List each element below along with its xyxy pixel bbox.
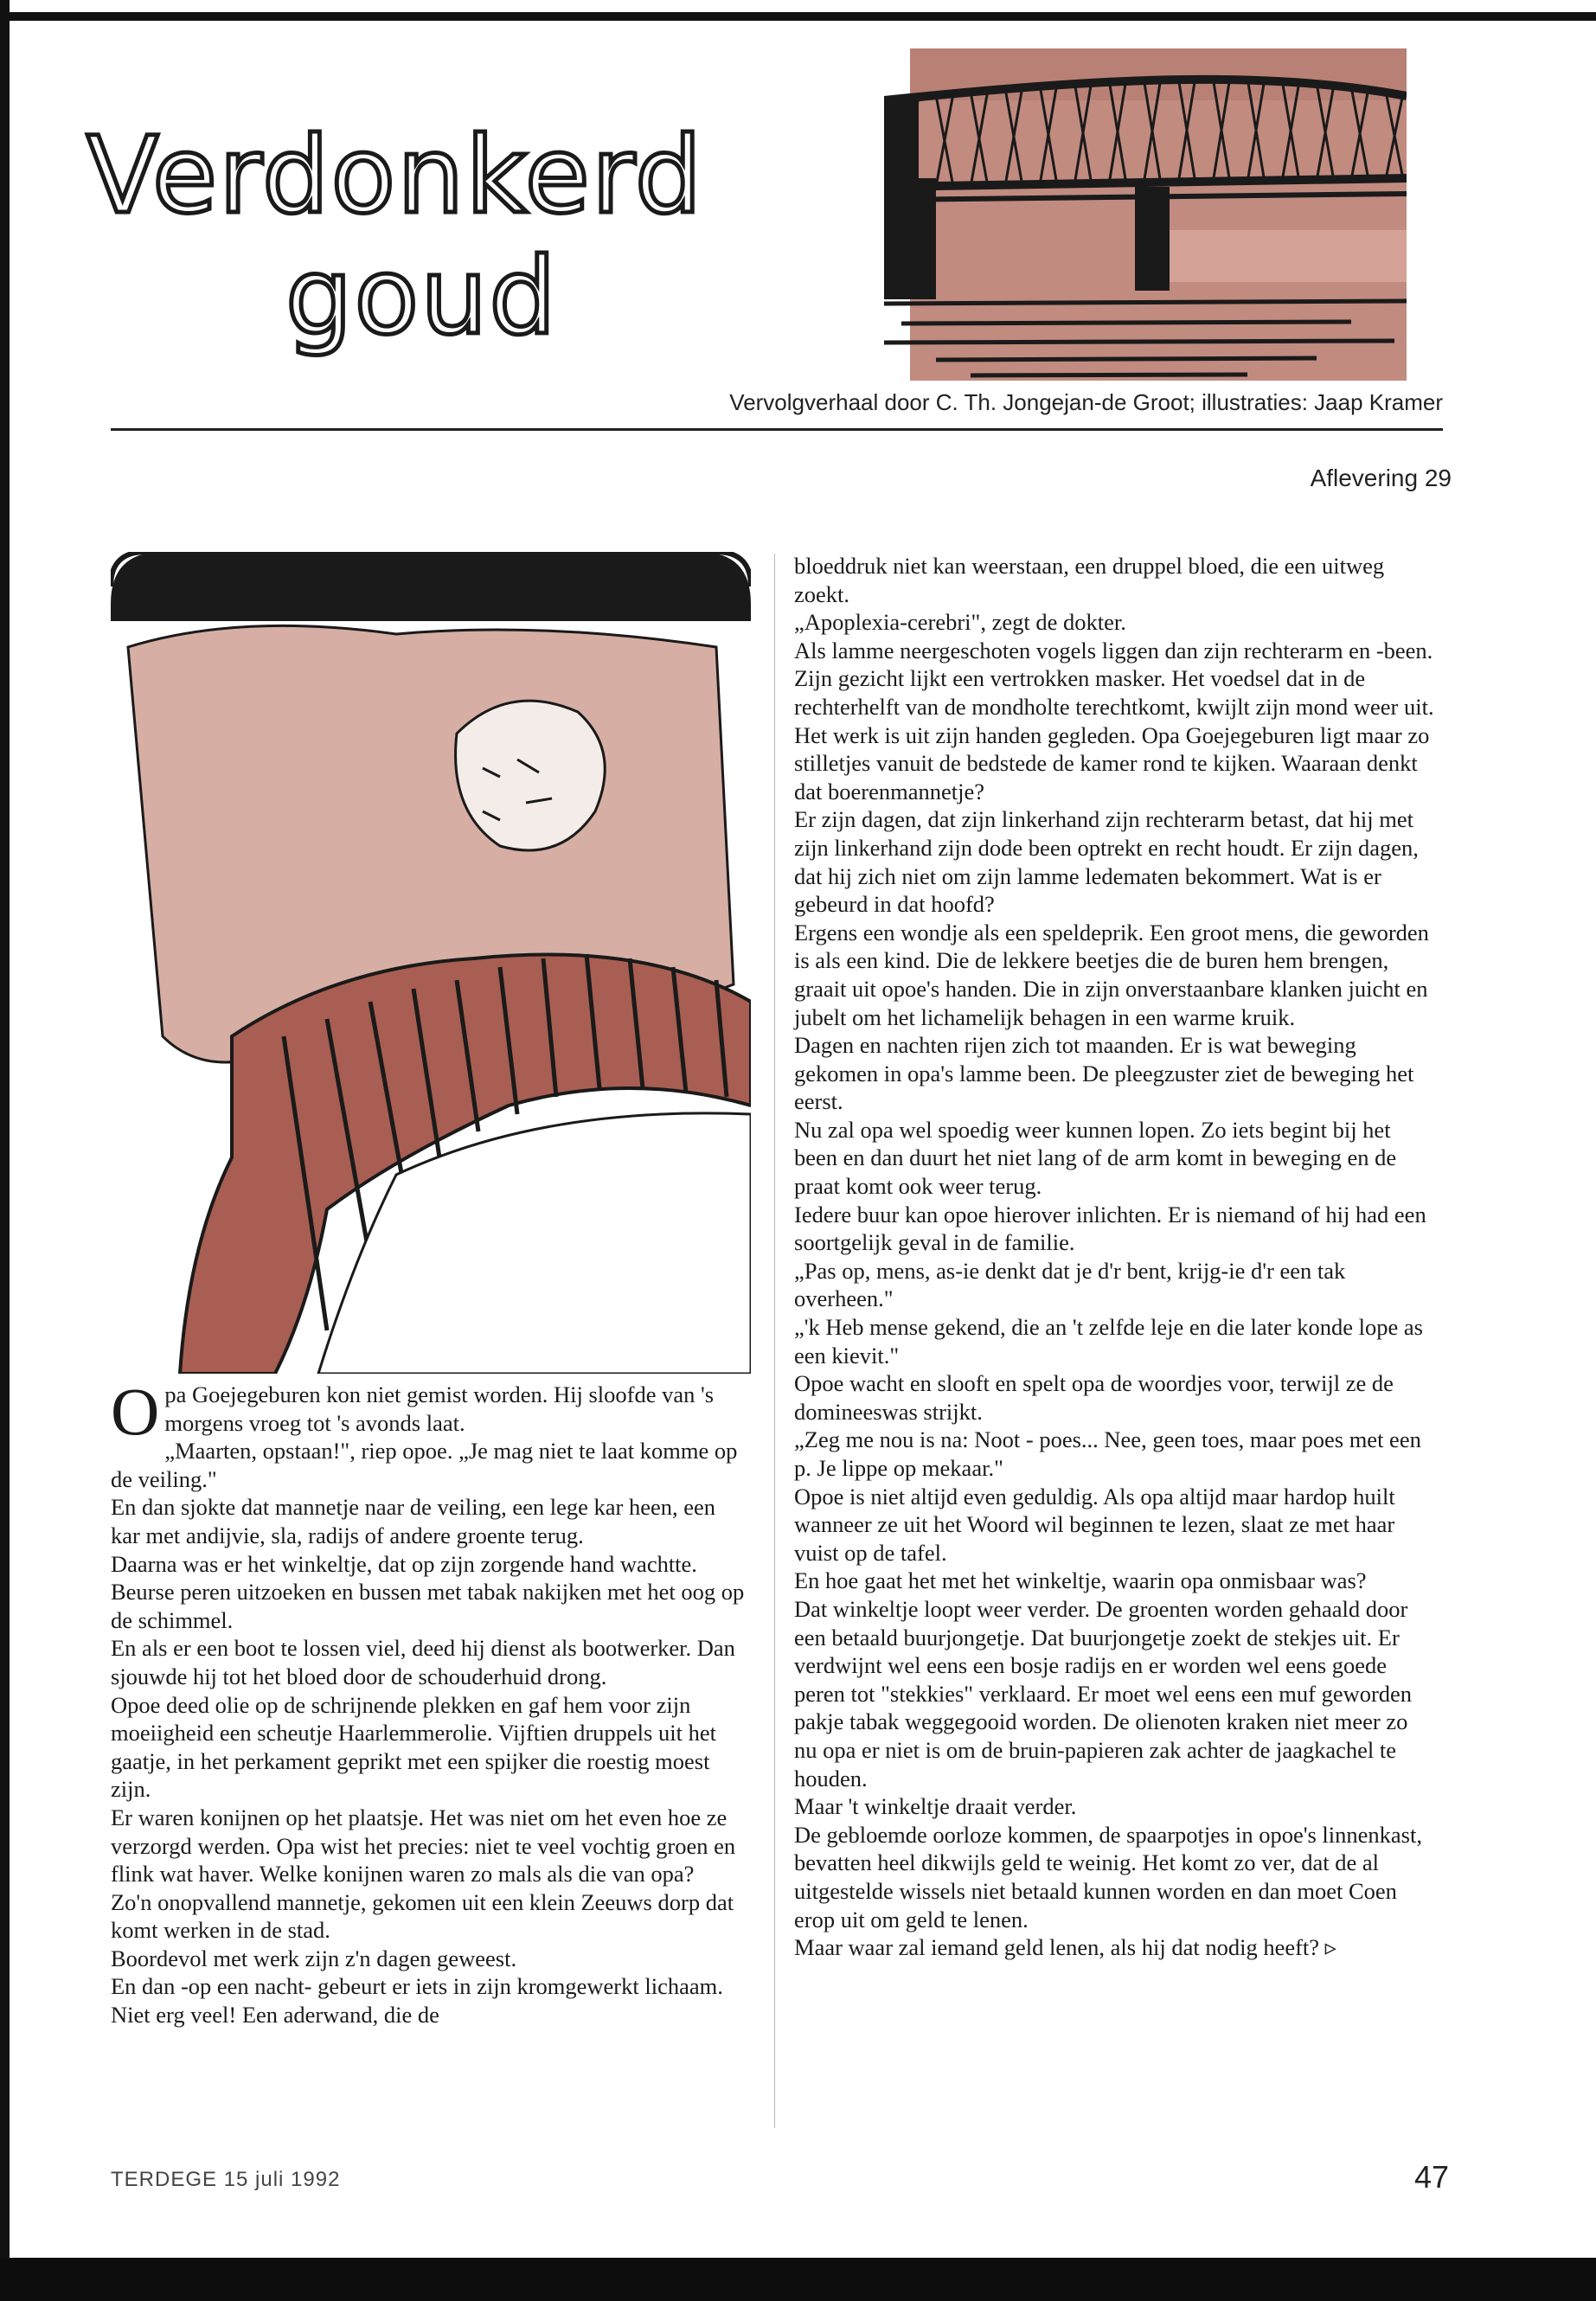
paragraph: En als er een boot te lossen viel, deed hij dienst als bootwerker. Dan sjouwde hij tot het bloed door de schouderhuid drong. — [111, 1635, 735, 1689]
paragraph: Maar 't winkeltje draait verder. — [794, 1793, 1077, 1820]
bridge-illustration — [884, 48, 1407, 381]
old-man-head — [456, 701, 606, 850]
episode-label: Aflevering 29 — [1310, 465, 1452, 491]
paragraph: „Zeg me nou is na: Noot - poes... Nee, geen toes, maar poes met een p. Je lippe op mekaar." — [794, 1426, 1421, 1481]
paragraph: Ergens een wondje als een speldeprik. Een groot mens, die geworden is als een kind. Die de lekkere beetjes die de buren hem brengen, graait uit opoe's handen. Die in zijn onverstaanbare klanken juicht en jubelt om het lichamelijk behagen in een warme kruik. — [794, 919, 1429, 1030]
paragraph: Nu zal opa wel spoedig weer kunnen lopen. Zo iets begint bij het been en dan duurt het niet lang of de arm komt in beweging en de praat komt ook weer terug. — [794, 1116, 1397, 1200]
paragraph: Het werk is uit zijn handen gegleden. Opa Goejegeburen ligt maar zo stilletjes vanuit de bedstede de kamer rond te kijken. Waaraan denkt dat boerenmannetje? — [794, 721, 1430, 804]
paragraph: „Pas op, mens, as-ie denkt dat je d'r bent, krijg-ie d'r een tak overheen." — [794, 1257, 1346, 1312]
article-column-left — [111, 1374, 747, 2029]
paragraph: Dagen en nachten rijen zich tot maanden. Er is wat beweging gekomen in opa's lamme been. De pleegzuster ziet de beweging het eerst. — [794, 1032, 1414, 1115]
scan-border-top — [0, 12, 1596, 21]
paragraph: Dat winkeltje loopt weer verder. De groenten worden gehaald door een betaald buurjongetje. Dat buurjongetje zoekt de stekjes uit. Er verdwijnt wel eens een bosje radijs en er worden wel eens goede peren tot "stekkies" verklaard. Er moet wel eens een muf geworden pakje tabak weggegooid worden. De olienoten kraken niet meer zo nu opa er niet is om de bruin-papieren zak achter de jaagkachel te houden. — [794, 1595, 1413, 1791]
paragraph: De gebloemde oorloze kommen, de spaarpotjes in opoe's linnenkast, bevatten heel dikwijls geld te weinig. Het komt zo ver, dat de al uitgestelde wissels niet betaald kunnen worden en dan moet Coen erop uit om geld te lenen. — [794, 1821, 1422, 1932]
article-title-line-1: Verdonkerd — [87, 114, 704, 237]
paragraph: En dan -op een nacht- gebeurt er iets in zijn kromgewerkt lichaam. Niet erg veel! Een aderwand, die de — [111, 1973, 723, 2029]
paragraph: Zo'n onopvallend mannetje, gekomen uit een klein Zeeuws dorp dat komt werken in de stad. — [111, 1888, 734, 1944]
publication-footer: TERDEGE 15 juli 1992 — [111, 2168, 341, 2191]
header-rule — [111, 428, 1443, 431]
paragraph: Als lamme neergeschoten vogels liggen dan zijn rechterarm en -been. Zijn gezicht lijkt een vertrokken masker. Het voedsel dat in de rechterhelft van de mondholte terechtkomt, kwijlt zijn mond weer uit. — [794, 637, 1434, 720]
paragraph: Opoe is niet altijd even geduldig. Als opa altijd maar hardop huilt wanneer ze uit het Woord wil beginnen te lezen, slaat ze met haar vuist op de tafel. — [794, 1483, 1395, 1566]
paragraph: „'k Heb mense gekend, die an 't zelfde leje en die later konde lope as een kievit." — [794, 1314, 1423, 1368]
paragraph: En dan sjokte dat mannetje naar de veiling, een lege kar heen, een kar met andijvie, sla, radijs of andere groente terug. — [111, 1494, 716, 1548]
scan-border-left — [0, 0, 10, 2301]
article-title-line-2: goud — [285, 235, 558, 358]
paragraph: Opoe wacht en slooft en spelt opa de woordjes voor, terwijl ze de domineeswas strijkt. — [794, 1370, 1394, 1425]
page-number: 47 — [1413, 2159, 1449, 2195]
article-column-right — [794, 552, 1434, 1962]
paragraph: Maar waar zal iemand geld lenen, als hij dat nodig heeft? ▹ — [794, 1934, 1336, 1961]
paragraph: „Maarten, opstaan!", riep opoe. „Je mag niet te laat komme op de veiling." — [111, 1438, 738, 1492]
paragraph: Er zijn dagen, dat zijn linkerhand zijn rechterarm betast, dat hij met zijn linkerhand zijn dode been optrekt en recht houdt. Er zijn dagen, dat hij zich niet om zijn lamme ledematen bekommert. Wat is er gebeurd in dat hoofd? — [794, 806, 1419, 918]
paragraph: Er waren konijnen op het plaatsje. Het was niet om het even hoe ze verzorgd werden. Opa wist het precies: niet te veel vochtig groen en flink wat haver. Welke konijnen waren zo mals als die van opa? — [111, 1804, 736, 1888]
paragraph-text: pa Goejegeburen kon niet gemist worden. Hij sloofde van 's morgens vroeg tot 's avonds laat. — [164, 1381, 715, 1436]
bed-canopy — [111, 552, 751, 621]
paragraph: bloeddruk niet kan weerstaan, een druppel bloed, die een uitweg zoekt. — [794, 553, 1385, 607]
scan-border-bottom — [0, 2258, 1596, 2301]
paragraph: „Apoplexia-cerebri", zegt de dokter. — [794, 609, 1126, 636]
first-paragraph — [111, 1374, 747, 1449]
sleeping-man-illustration — [111, 552, 751, 1374]
paragraph: Opoe deed olie op de schrijnende plekken en gaf hem voor zijn moeiigheid een scheutje Haarlemmerolie. Vijftien druppels uit het gaatje, in het perkament geprikt met een spijker die roestig moest zijn. — [111, 1691, 716, 1803]
article-byline: Vervolgverhaal door C. Th. Jongejan-de Groot; illustraties: Jaap Kramer — [729, 389, 1443, 415]
paragraph: Iedere buur kan opoe hierover inlichten. Er is niemand of hij had een soortgelijk geval in de familie. — [794, 1201, 1426, 1256]
paragraph: Daarna was er het winkeltje, dat op zijn zorgende hand wachtte. Beurse peren uitzoeken en bussen met tabak nakijken met het oog op de schimmel. — [111, 1550, 745, 1633]
column-divider — [774, 554, 775, 2128]
paragraph: En hoe gaat het met het winkeltje, waarin opa onmisbaar was? — [794, 1567, 1367, 1594]
paragraph: Boordevol met werk zijn z'n dagen geweest. — [111, 1945, 517, 1971]
drop-cap: O — [111, 1374, 160, 1449]
